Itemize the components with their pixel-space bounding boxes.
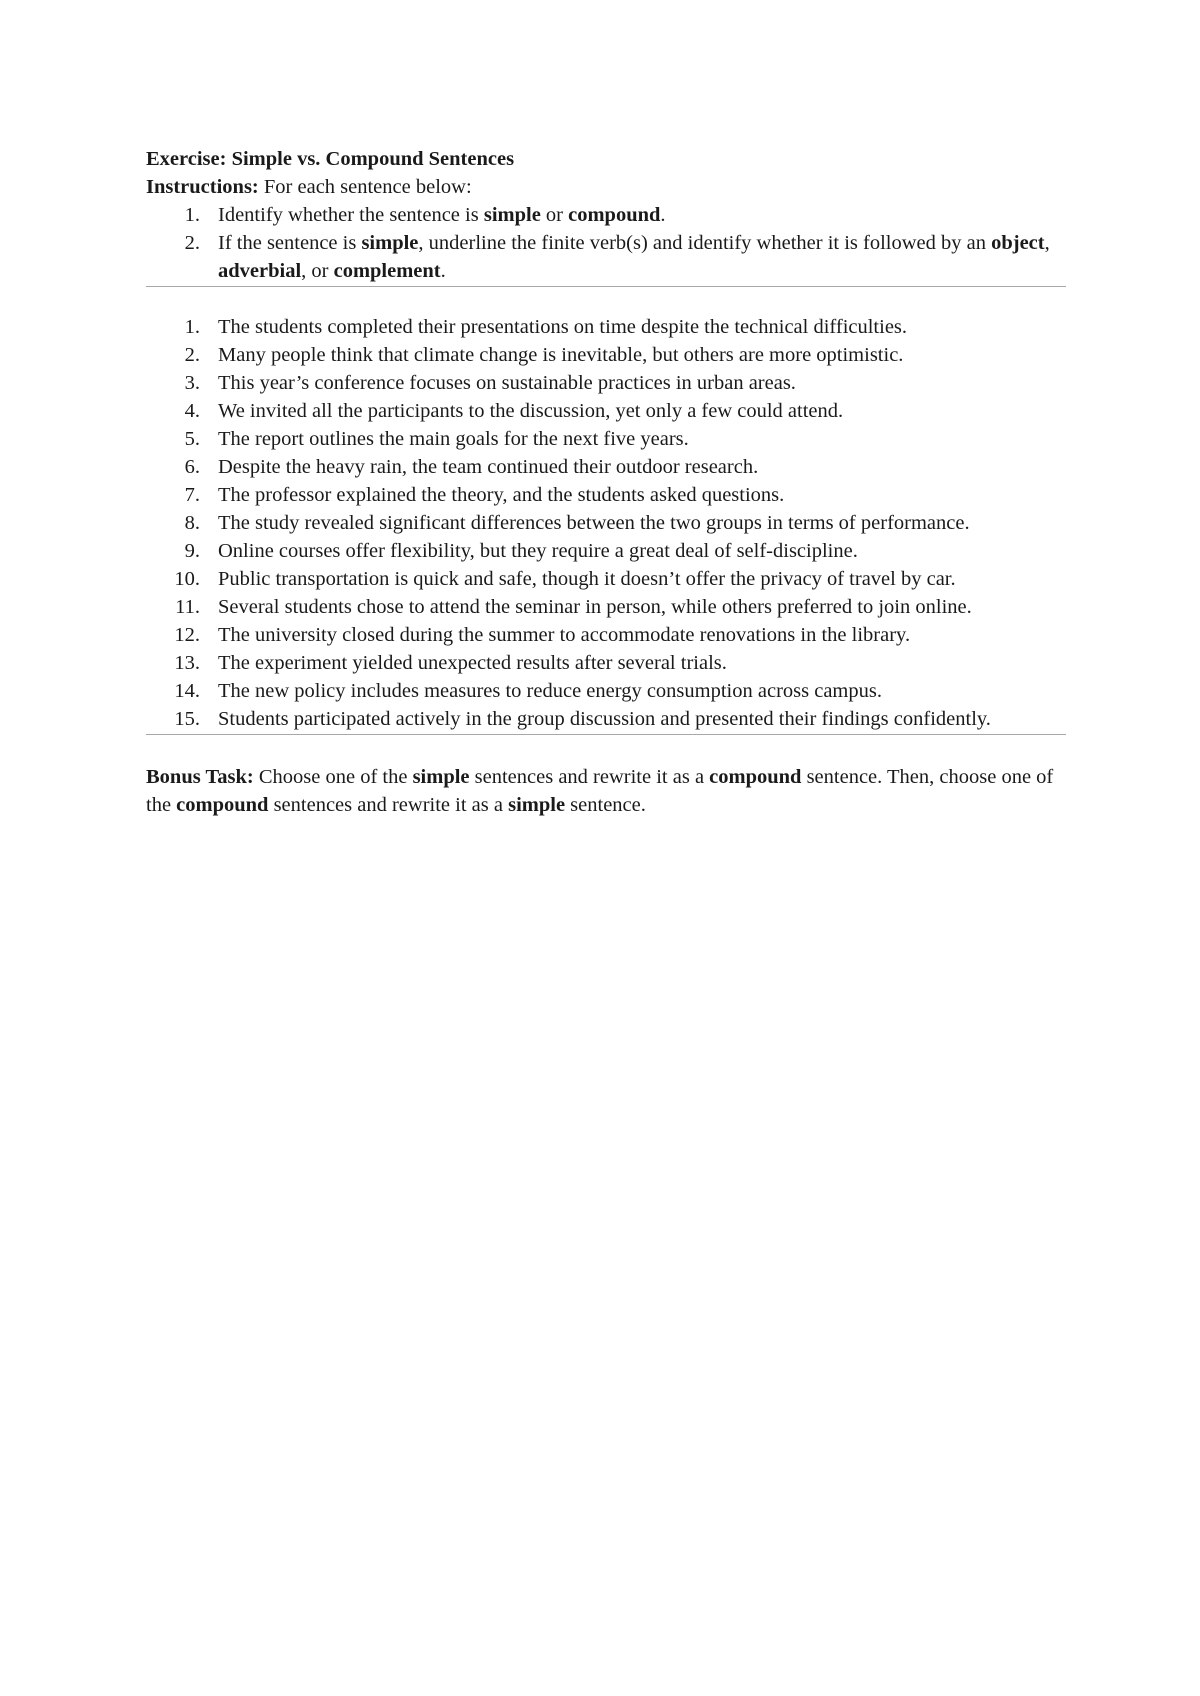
sentence-number: 8. — [184, 512, 200, 534]
instructions-label: Instructions: — [146, 176, 259, 198]
sentence-list — [146, 313, 1066, 733]
horizontal-rule — [146, 286, 1066, 287]
document-page — [146, 145, 1066, 819]
sentence-item — [146, 621, 1066, 649]
sentence-item — [146, 677, 1066, 705]
sentence-item — [146, 341, 1066, 369]
bonus-task — [146, 763, 1066, 819]
sentence-text: The new policy includes measures to reduce energy consumption across campus. — [218, 680, 882, 702]
sentence-number: 3. — [184, 372, 200, 394]
sentence-item — [146, 425, 1066, 453]
bonus-task-label: Bonus Task: — [146, 766, 254, 788]
sentence-text: The study revealed significant differences between the two groups in terms of performance. — [218, 512, 970, 534]
instructions-line — [146, 173, 1066, 201]
sentence-item — [146, 453, 1066, 481]
sentence-text: Many people think that climate change is inevitable, but others are more optimistic. — [218, 344, 904, 366]
sentence-number: 6. — [184, 456, 200, 478]
sentence-text: Several students chose to attend the seminar in person, while others preferred to join online. — [218, 596, 972, 618]
sentence-text: The report outlines the main goals for the next five years. — [218, 428, 689, 450]
sentence-item — [146, 705, 1066, 733]
sentence-number: 14. — [174, 680, 200, 702]
sentence-text: Students participated actively in the group discussion and presented their findings confidently. — [218, 708, 991, 730]
sentence-number: 13. — [174, 652, 200, 674]
horizontal-rule — [146, 734, 1066, 735]
instruction-step-text: Identify whether the sentence is simple or compound. — [218, 204, 666, 226]
instruction-step — [146, 201, 1066, 229]
sentence-number: 7. — [184, 484, 200, 506]
sentence-item — [146, 593, 1066, 621]
sentence-text: This year’s conference focuses on sustainable practices in urban areas. — [218, 372, 796, 394]
sentence-number: 1. — [184, 316, 200, 338]
sentence-number: 5. — [184, 428, 200, 450]
sentence-text: The experiment yielded unexpected results after several trials. — [218, 652, 727, 674]
sentence-number: 10. — [174, 568, 200, 590]
instruction-step-number: 1. — [184, 204, 200, 226]
sentence-number: 9. — [184, 540, 200, 562]
instruction-step — [146, 229, 1066, 285]
sentence-text: The university closed during the summer to accommodate renovations in the library. — [218, 624, 911, 646]
sentence-item — [146, 481, 1066, 509]
instructions-intro: For each sentence below: — [258, 176, 472, 198]
sentence-item — [146, 397, 1066, 425]
sentence-number: 4. — [184, 400, 200, 422]
instruction-step-number: 2. — [184, 232, 200, 254]
sentence-number: 2. — [184, 344, 200, 366]
sentence-number: 11. — [175, 596, 200, 618]
sentence-text: Online courses offer flexibility, but they require a great deal of self-discipline. — [218, 540, 858, 562]
sentence-text: The professor explained the theory, and the students asked questions. — [218, 484, 785, 506]
sentence-text: Public transportation is quick and safe, though it doesn’t offer the privacy of travel by car. — [218, 568, 956, 590]
bonus-task-text: Bonus Task: Choose one of the simple sentences and rewrite it as a compound sentence. Then, choose one of the compound sentences and rewrite it as a simple sentence. — [146, 766, 1054, 816]
sentence-item — [146, 537, 1066, 565]
sentence-text: We invited all the participants to the discussion, yet only a few could attend. — [218, 400, 844, 422]
sentence-item — [146, 649, 1066, 677]
sentence-item — [146, 313, 1066, 341]
sentence-item — [146, 369, 1066, 397]
instruction-step-text: If the sentence is simple, underline the finite verb(s) and identify whether it is followed by an object, adverbial, or complement. — [218, 232, 1050, 282]
sentence-text: The students completed their presentations on time despite the technical difficulties. — [218, 316, 908, 338]
sentence-item — [146, 509, 1066, 537]
exercise-title: Exercise: Simple vs. Compound Sentences — [146, 148, 515, 170]
sentence-item — [146, 565, 1066, 593]
sentence-number: 12. — [174, 624, 200, 646]
sentence-number: 15. — [174, 708, 200, 730]
sentence-text: Despite the heavy rain, the team continued their outdoor research. — [218, 456, 759, 478]
instructions-list — [146, 201, 1066, 285]
